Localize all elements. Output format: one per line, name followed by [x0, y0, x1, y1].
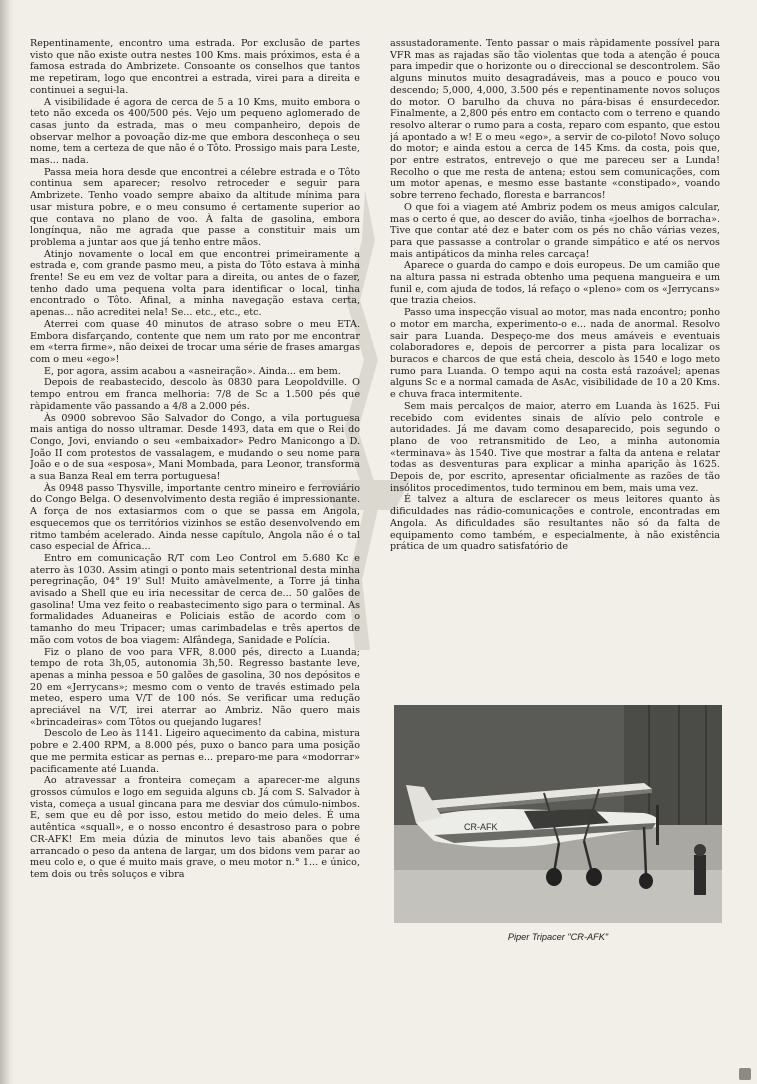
photo-caption: Piper Tripacer "CR-AFK" [507, 932, 609, 942]
paragraph: Repentinamente, encontro uma estrada. Por exclusão de partes visto que não existe outra nestes 100 Kms. mais próximos, esta é a famosa estrada do Ambrizete. Consoante os conselhos que tantos me repetiram, logo que encontrei a estrada, virei para a direita e continuei a segui-la. [30, 38, 360, 96]
paragraph: Descolo de Leo às 1141. Ligeiro aquecimento da cabina, mistura pobre e 2.400 RPM, a 8.000 pés, puxo o banco para uma posição que me permita esticar as pernas e... preparo-me para «modorrar» pacificamente até Luanda. [30, 728, 360, 775]
page-binding-shadow [0, 0, 14, 1084]
paragraph: Entro em comunicação R/T com Leo Control em 5.680 Kc e aterro às 1030. Assim atingi o ponto mais setentrional desta minha peregrinação, 04° 19' Sul! Muito amàvelmente, a Torre já tinha avisado a Shell que eu iria necessitar de cerca de... 50 galões de gasolina! Uma vez feito o reabastecimento sigo para o terminal. As formalidades Aduaneiras e Policiais estão de acordo com o tamanho do meu Tripacer; umas carimbadelas e três apertos de mão com votos de boa viagem: Alfândega, Sanidade e Polícia. [30, 552, 360, 646]
paragraph: Passa meia hora desde que encontrei a célebre estrada e o Tôto continua sem aparecer; resolvo retroceder e seguir para Ambrizete. Tenho voado sempre abaixo da altitude mínima para usar mistura pobre, e o meu consumo é certamente superior ao que contava no plano de voo. À falta de gasolina, embora longínqua, não me agrada que passe a constituir mais um problema a juntar aos que já tenho entre mãos. [30, 166, 360, 248]
paragraph: Fiz o plano de voo para VFR, 8.000 pés, directo a Luanda; tempo de rota 3h,05, autonomia 3h,50. Regresso bastante leve, apenas a minha pessoa e 50 galões de gasolina, 30 nos depósitos e 20 em «Jerrycans»; mesmo com o vento de través estimado pela meteo, espero uma V/T de 100 nós. Se verificar uma redução apreciável na V/T, irei aterrar ao Ambriz. Não quero mais «brincadeiras» com Tôtos ou quejando lugares! [30, 646, 360, 728]
paragraph: O que foi a viagem até Ambriz podem os meus amigos calcular, mas o certo é que, ao descer do avião, tinha «joelhos de borracha». Tive que contar até dez e bater com os pés no chão várias vezes, para que passasse a controlar o grande simpático e até os nervos mais antipáticos da minha reles carcaça! [390, 201, 720, 260]
paragraph: assustadoramente. Tento passar o mais ràpidamente possível para VFR mas as rajadas são tão violentas que toda a atenção é pouca para impedir que o horizonte ou o direccional se descontrolem. São alguns minutos muito desagradáveis, mas a pouco e pouco vou descendo; 5,000, 4,000, 3.500 pés e repentinamente novos soluços do motor. O barulho da chuva no pára-bisas é ensurdecedor. Finalmente, a 2,800 pés entro em contacto com o terreno e quando resolvo alterar o rumo para a costa, reparo com espanto, que estou já apontado a w! E o meu «ego», a servir de co-piloto! Novo soluço do motor; e ainda estou a cerca de 145 Kms. da costa, pois que, por entre estratos, entrevejo o que me pareceu ser a Lunda! Recolho o que me resta de antena; estou sem comunicações, com um motor apenas, e mesmo esse bastante «constipado», voando sobre terreno fechado, floresta e barrancos! [390, 38, 720, 202]
paragraph: E, por agora, assim acabou a «asneiração». Ainda... em bem. [44, 365, 341, 377]
paragraph: Depois de reabastecido, descolo às 0830 para Leopoldville. O tempo entrou em franca melhoria: 7/8 de Sc a 1.500 pés que ràpidamente vão passando a 4/8 a 2.000 pés. [30, 377, 360, 412]
article-right-column [390, 38, 720, 678]
paragraph: É talvez a altura de esclarecer os meus leitores quanto às dificuldades nas rádio-comunicações e controle, encontradas em Angola. As dificuldades são resultantes não só da falta de equipamento como também, e especialmente, à não existência prática de um quadro satisfatório de [390, 494, 720, 553]
paragraph: Ao atravessar a fronteira começam a aparecer-me alguns grossos cúmulos e logo em seguida alguns cb. Já com S. Salvador à vista, começa a usual gincana para me desviar dos cúmulo-nimbos. E, sem que eu dê por isso, estou metido do meio deles. É uma autêntica «squall», e o nosso encontro é desastroso para o pobre CR-AFK! Em meia dúzia de minutos levo tais abanões que é arrancado o peso da antena de largar, um dos bidons vem parar ao meu colo e, o que é muito mais grave, o meu motor n.° 1... e único, tem dois ou três soluços e vibra [30, 775, 360, 880]
airplane-photo [394, 705, 722, 923]
fuselage-registration: CR-AFK [464, 822, 498, 832]
piper-tripacer-illustration [394, 705, 722, 923]
paragraph: Passo uma inspecção visual ao motor, mas nada encontro; ponho o motor em marcha, experimento-o e... nada de anormal. Resolvo sair para Luanda. Despeço-me dos meus amáveis e eventuais colaboradores e, depois de percorrer a pista para localizar os buracos e charcos de que está cheia, descolo às 1540 e logo meto rumo para Luanda. O tempo aqui na costa está razoável; apenas alguns Sc e a normal camada de AsAc, visibilidade de 10 a 20 Kms. e chuva fraca intermitente. [390, 307, 720, 401]
paragraph: Às 0900 sobrevoo São Salvador do Congo, a vila portuguesa mais antiga do nosso ultramar. Desde 1493, data em que o Rei do Congo, Jovi, enviando o seu «embaixador» Pedro Manicongo a D. João II com protestos de vassalagem, e mudando o seu nome para João e o de sua «esposa», Mani Mombada, para Leonor, transforma a sua Banza Real em terra portuguesa! [30, 412, 360, 483]
paragraph: Aparece o guarda do campo e dois europeus. De um camião que na altura passa ni estrada obtenho uma pequena mangueira e um funil e, com ajuda de todos, lá refaço o «pleno» com os «Jerrycans» que trazia cheios. [390, 260, 720, 307]
paragraph: Às 0948 passo Thysville, importante centro mineiro e ferroviário do Congo Belga. O desenvolvimento desta região é impressionante. A força de nos extasiarmos com o que se passa em Angola, esquecemos que os territórios vizinhos se estão desenvolvendo em ritmo também acelerado. Ainda nesse capítulo, Angola não é o tal caso especial de África... [30, 482, 360, 553]
paragraph: Sem mais percalços de maior, aterro em Luanda às 1625. Fui recebido com evidentes sinais de alívio pelo controle e autoridades. Já me davam como desaparecido, pois segundo o plano de voo retransmitido de Leo, a minha autonomia «terminava» às 1540. Tive que mostrar a falta da antena e relatar todas as desventuras para explicar a minha aparição às 1625. Depois de, por escrito, apresentar oficialmente as razões de tão insólitos procedimentos, tudo terminou em bem, mais uma vez. [390, 400, 720, 494]
paragraph: Aterrei com quase 40 minutos de atraso sobre o meu ETA. Embora disfarçando, contente que nem um rato por me encontrar em «terra firme», não deixei de trocar uma série de frases amargas com o meu «ego»! [30, 318, 360, 365]
paragraph: A visibilidade é agora de cerca de 5 a 10 Kms, muito embora o teto não exceda os 400/500 pés. Vejo um pequeno aglomerado de casas junto da estrada, mas o meu companheiro, depois de observar melhor a povoação diz-me que embora desconheça o seu nome, tem a certeza de que não é o Tôto. Prossigo mais para Leste, mas... nada. [30, 96, 360, 167]
article-left-column [30, 38, 360, 1078]
paragraph: Atinjo novamente o local em que encontrei primeiramente a estrada e, com grande pasmo meu, a pista do Tôto estava à minha frente! Se eu em vez de voltar para a direita, ou antes de o fazer, tenho dado uma pequena volta para identificar o local, tinha encontrado o Tôto. Afinal, a minha navegação estava certa, apenas... não acreditei nela! Se... etc., etc., etc. [30, 248, 360, 319]
corner-mark [739, 1068, 751, 1080]
